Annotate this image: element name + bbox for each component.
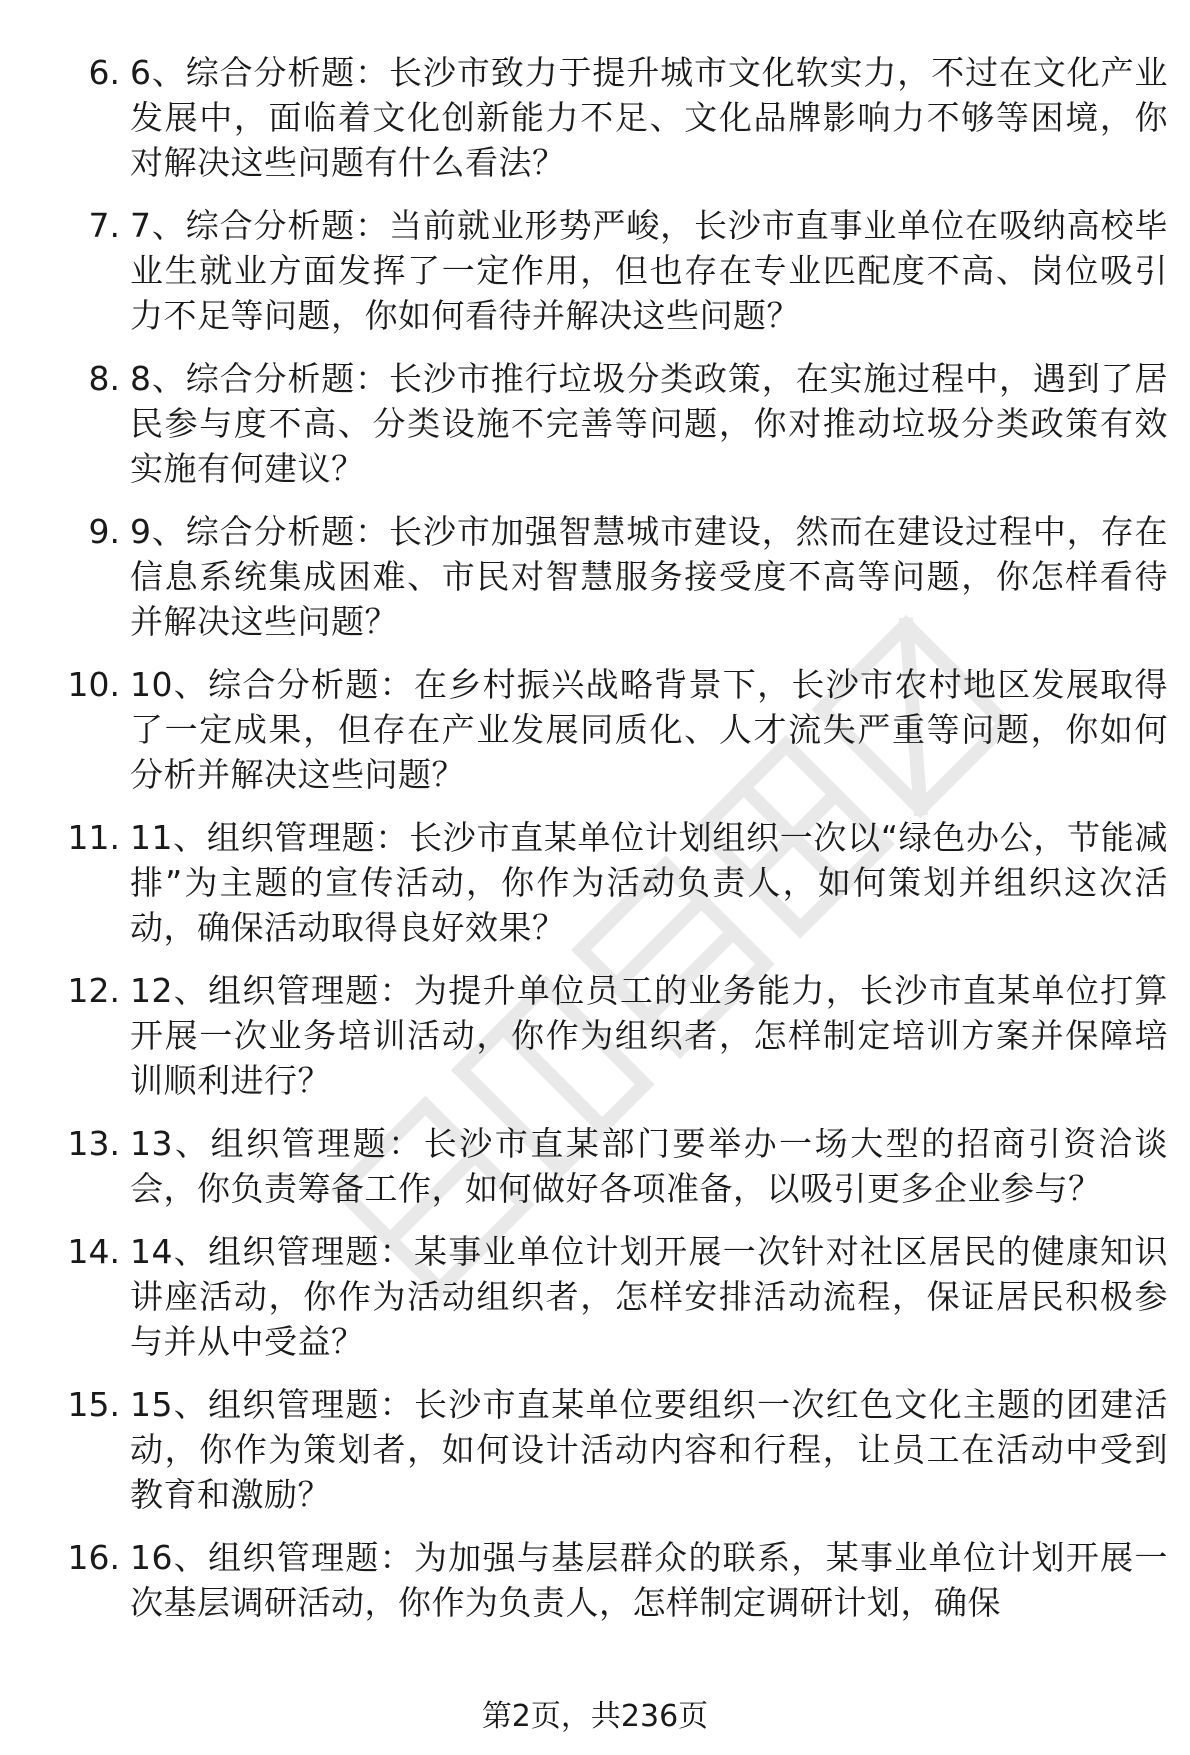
question-number: 11. bbox=[67, 818, 120, 857]
question-number: 6. bbox=[88, 53, 120, 92]
question-item bbox=[0, 509, 1190, 644]
question-number: 13. bbox=[67, 1124, 120, 1163]
question-item bbox=[0, 50, 1190, 185]
question-item bbox=[0, 968, 1190, 1103]
question-item bbox=[0, 815, 1190, 950]
page-footer: 第2页，共236页 bbox=[481, 1699, 709, 1734]
question-number: 15. bbox=[67, 1385, 120, 1424]
question-text: 14、组织管理题：某事业单位计划开展一次针对社区居民的健康知识讲座活动，你作为活动组织者，怎样安排活动流程，保证居民积极参与并从中受益？ bbox=[130, 1232, 1168, 1361]
question-text: 16、组织管理题：为加强与基层群众的联系，某事业单位计划开展一次基层调研活动，你作为负责人，怎样制定调研计划，确保 bbox=[130, 1538, 1168, 1622]
question-item bbox=[0, 1229, 1190, 1364]
question-text: 9、综合分析题：长沙市加强智慧城市建设，然而在建设过程中，存在信息系统集成困难、市民对智慧服务接受度不高等问题，你怎样看待并解决这些问题？ bbox=[130, 512, 1168, 641]
question-number: 16. bbox=[67, 1538, 120, 1577]
question-text: 10、综合分析题：在乡村振兴战略背景下，长沙市农村地区发展取得了一定成果，但存在产业发展同质化、人才流失严重等问题，你如何分析并解决这些问题？ bbox=[130, 665, 1168, 794]
question-text: 13、组织管理题：长沙市直某部门要举办一场大型的招商引资洽谈会，你负责筹备工作，如何做好各项准备，以吸引更多企业参与？ bbox=[130, 1124, 1168, 1208]
question-text: 6、综合分析题：长沙市致力于提升城市文化软实力，不过在文化产业发展中，面临着文化创新能力不足、文化品牌影响力不够等困境，你对解决这些问题有什么看法？ bbox=[130, 53, 1168, 182]
question-number: 9. bbox=[88, 512, 120, 551]
question-item bbox=[0, 1121, 1190, 1211]
question-list bbox=[0, 50, 1190, 1643]
question-item bbox=[0, 662, 1190, 797]
question-item bbox=[0, 1535, 1190, 1625]
question-number: 14. bbox=[67, 1232, 120, 1271]
question-number: 10. bbox=[67, 665, 120, 704]
question-item bbox=[0, 356, 1190, 491]
question-text: 7、综合分析题：当前就业形势严峻，长沙市直事业单位在吸纳高校毕业生就业方面发挥了一定作用，但也存在专业匹配度不高、岗位吸引力不足等问题，你如何看待并解决这些问题？ bbox=[130, 206, 1168, 335]
question-text: 12、组织管理题：为提升单位员工的业务能力，长沙市直某单位打算开展一次业务培训活动，你作为组织者，怎样制定培训方案并保障培训顺利进行？ bbox=[130, 971, 1168, 1100]
question-item bbox=[0, 1382, 1190, 1517]
question-text: 15、组织管理题：长沙市直某单位要组织一次红色文化主题的团建活动，你作为策划者，如何设计活动内容和行程，让员工在活动中受到教育和激励？ bbox=[130, 1385, 1168, 1514]
question-number: 7. bbox=[88, 206, 120, 245]
question-number: 12. bbox=[67, 971, 120, 1010]
question-item bbox=[0, 203, 1190, 338]
question-number: 8. bbox=[88, 359, 120, 398]
question-text: 8、综合分析题：长沙市推行垃圾分类政策，在实施过程中，遇到了居民参与度不高、分类设施不完善等问题，你对推动垃圾分类政策有效实施有何建议？ bbox=[130, 359, 1168, 488]
question-text: 11、组织管理题：长沙市直某单位计划组织一次以“绿色办公，节能减排”为主题的宣传活动，你作为活动负责人，如何策划并组织这次活动，确保活动取得良好效果？ bbox=[130, 818, 1168, 947]
